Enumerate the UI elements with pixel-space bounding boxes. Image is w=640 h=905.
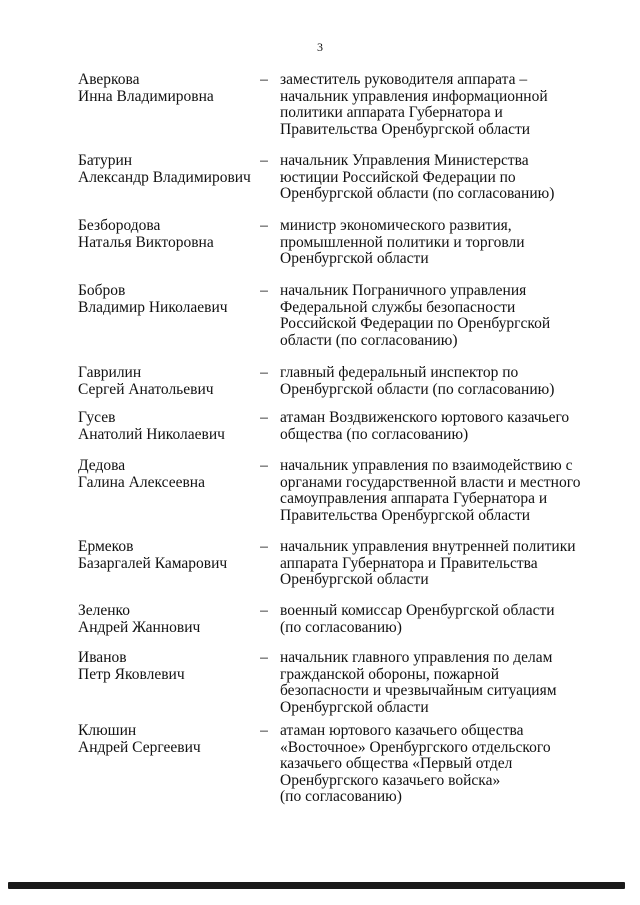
- member-position: [280, 539, 600, 589]
- member-position: [280, 218, 600, 268]
- member-surname: Гусев: [78, 409, 116, 426]
- position-line: начальник управления по взаимодействию с: [280, 457, 573, 474]
- dash-separator: –: [260, 457, 268, 474]
- position-line: Правительства Оренбургской области: [280, 506, 531, 524]
- member-surname: Ермеков: [78, 538, 134, 555]
- member-surname: Иванов: [78, 649, 127, 666]
- position-line: атаман юртового казачьего общества: [280, 722, 524, 739]
- member-surname: Гаврилин: [78, 364, 142, 381]
- position-line: Оренбургской области: [280, 571, 429, 588]
- member-position: [280, 72, 600, 138]
- member-position: [280, 603, 600, 636]
- position-line: Оренбургского казачьего войска»: [280, 771, 501, 789]
- member-name: [78, 283, 253, 316]
- position-line: начальник управления информационной: [280, 87, 548, 105]
- position-line: Российской Федерации по Оренбургской: [280, 315, 551, 332]
- position-line: юстиции Российской Федерации по: [280, 168, 516, 186]
- position-line: Оренбургской области: [280, 698, 429, 716]
- member-given-names: Андрей Сергеевич: [78, 738, 201, 756]
- position-line: (по согласованию): [280, 618, 402, 636]
- position-line: безопасности и чрезвычайным ситуациям: [280, 682, 557, 699]
- member-surname: Безбородова: [78, 217, 161, 234]
- position-line: Федеральной службы безопасности: [280, 298, 516, 316]
- position-line: начальник управления внутренней политики: [280, 538, 576, 555]
- position-line: промышленной политики и торговли: [280, 233, 525, 251]
- member-given-names: Анатолий Николаевич: [78, 425, 225, 443]
- member-given-names: Александр Владимирович: [78, 168, 251, 186]
- member-given-names: Инна Владимировна: [78, 87, 214, 105]
- member-position: [280, 410, 600, 443]
- page-number: 3: [317, 40, 323, 54]
- position-line: политики аппарата Губернатора и: [280, 104, 503, 121]
- position-line: начальник Пограничного управления: [280, 282, 527, 299]
- member-position: [280, 283, 600, 349]
- position-line: (по согласованию): [280, 788, 402, 805]
- member-surname: Аверкова: [78, 71, 140, 88]
- position-line: области (по согласованию): [280, 331, 458, 349]
- member-name: [78, 365, 253, 398]
- member-surname: Бобров: [78, 282, 126, 299]
- dash-separator: –: [260, 722, 268, 739]
- position-line: самоуправления аппарата Губернатора и: [280, 490, 548, 507]
- dash-separator: –: [260, 364, 268, 381]
- member-surname: Зеленко: [78, 602, 131, 619]
- member-name: [78, 153, 253, 186]
- member-surname: Клюшин: [78, 722, 137, 739]
- member-given-names: Андрей Жаннович: [78, 618, 201, 636]
- position-line: военный комиссар Оренбургской области: [280, 602, 555, 619]
- position-line: аппарата Губернатора и Правительства: [280, 554, 538, 572]
- position-line: общества (по согласованию): [280, 425, 469, 443]
- member-given-names: Базаргалей Камарович: [78, 554, 228, 572]
- dash-separator: –: [260, 602, 268, 619]
- position-line: Правительства Оренбургской области: [280, 120, 531, 138]
- member-given-names: Петр Яковлевич: [78, 665, 185, 683]
- position-line: гражданской обороны, пожарной: [280, 665, 499, 683]
- member-given-names: Владимир Николаевич: [78, 298, 228, 316]
- member-given-names: Сергей Анатольевич: [78, 380, 214, 398]
- dash-separator: –: [260, 649, 268, 666]
- position-line: «Восточное» Оренбургского отдельского: [280, 738, 551, 756]
- member-name: [78, 539, 253, 572]
- member-position: [280, 365, 600, 398]
- member-position: [280, 458, 600, 524]
- member-name: [78, 723, 253, 756]
- dash-separator: –: [260, 282, 268, 299]
- position-line: Оренбургской области: [280, 250, 429, 267]
- bottom-rule: [8, 882, 625, 889]
- position-line: министр экономического развития,: [280, 217, 512, 234]
- dash-separator: –: [260, 152, 268, 169]
- member-name: [78, 410, 253, 443]
- member-position: [280, 723, 600, 806]
- member-surname: Батурин: [78, 152, 133, 169]
- member-position: [280, 153, 600, 203]
- position-line: Оренбургской области (по согласованию): [280, 380, 555, 398]
- position-line: атаман Воздвиженского юртового казачьего: [280, 409, 570, 426]
- position-line: казачьего общества «Первый отдел: [280, 755, 513, 772]
- member-name: [78, 218, 253, 251]
- dash-separator: –: [260, 217, 268, 234]
- dash-separator: –: [260, 409, 268, 426]
- position-line: начальник Управления Министерства: [280, 152, 529, 169]
- position-line: Оренбургской области (по согласованию): [280, 185, 555, 202]
- member-given-names: Галина Алексеевна: [78, 473, 205, 491]
- dash-separator: –: [260, 71, 268, 88]
- member-surname: Дедова: [78, 457, 126, 474]
- dash-separator: –: [260, 538, 268, 555]
- member-name: [78, 458, 253, 491]
- position-line: заместитель руководителя аппарата –: [280, 71, 528, 88]
- position-line: органами государственной власти и местного: [280, 473, 581, 491]
- member-name: [78, 650, 253, 683]
- position-line: главный федеральный инспектор по: [280, 364, 519, 381]
- member-name: [78, 603, 253, 636]
- member-position: [280, 650, 600, 716]
- member-given-names: Наталья Викторовна: [78, 233, 214, 251]
- member-name: [78, 72, 253, 105]
- position-line: начальник главного управления по делам: [280, 649, 553, 666]
